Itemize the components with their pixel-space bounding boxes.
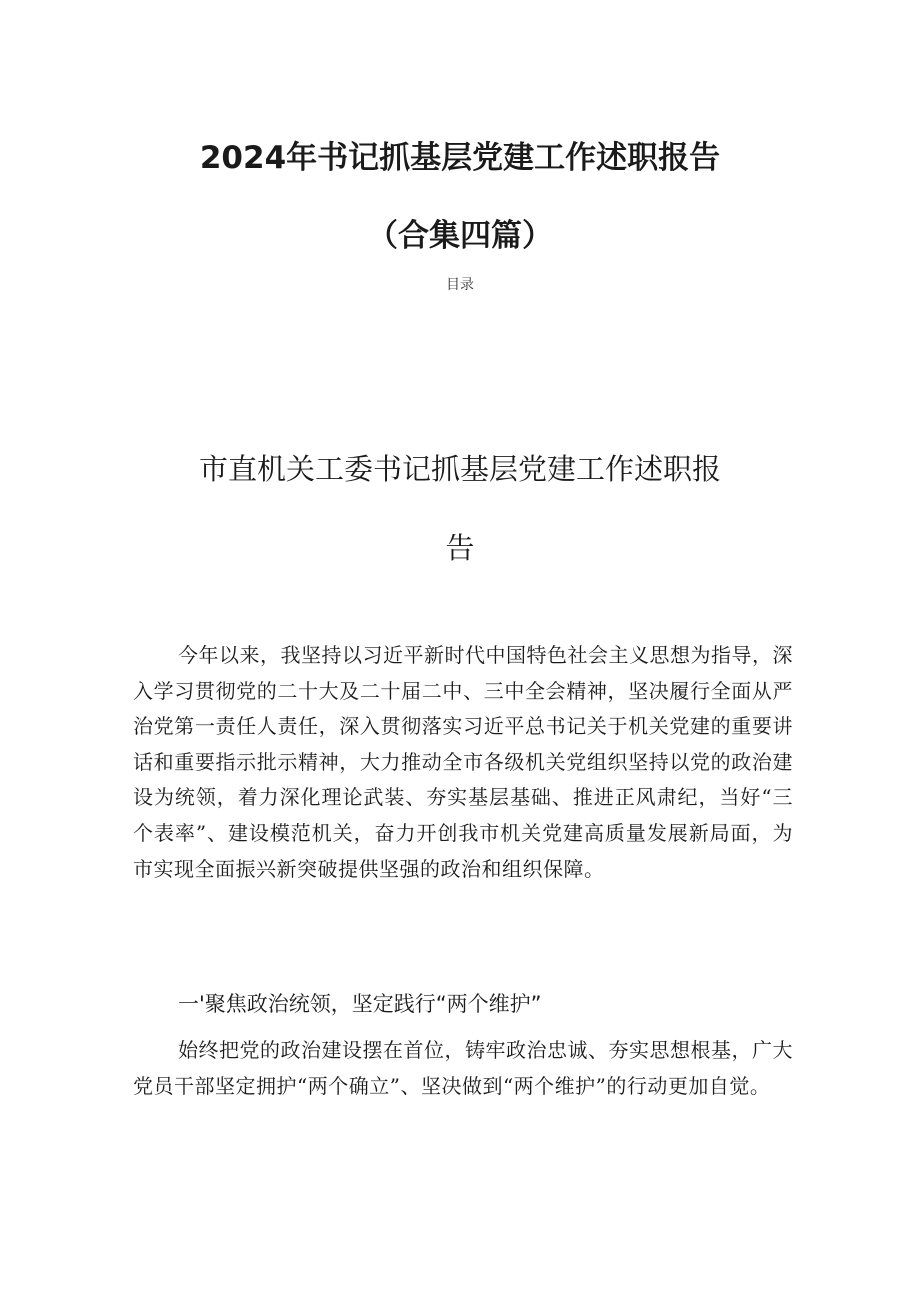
section-title-line-2: 告: [445, 531, 475, 565]
table-of-contents-label: 目录: [446, 277, 474, 293]
subheading-1: 一'聚焦政治统领，坚定践行“两个维护”: [178, 992, 542, 1016]
body-paragraph-2: 始终把党的政治建设摆在首位，铸牢政治忠诚、夯实思想根基，广大党员干部坚定拥护“两个确立”、坚决做到“两个维护”的行动更加自觉。: [133, 1038, 793, 1098]
section-title-line-1: 市直机关工委书记抓基层党建工作述职报: [198, 452, 721, 486]
document-title-line-1: 2024年书记抓基层党建工作述职报告: [199, 140, 721, 176]
body-paragraph-intro: 今年以来，我坚持以习近平新时代中国特色社会主义思想为指导，深入学习贯彻党的二十大及二十届二中、三中全会精神，坚决履行全面从严治党第一责任人责任，深入贯彻落实习近平总书记关于机关党建的重要讲话和重要指示批示精神，大力推动全市各级机关党组织坚持以党的政治建设为统领，着力深化理论武装、夯实基层基础、推进正风肃纪，当好“三个表率”、建设模范机关，奋力开创我市机关党建高质量发展新局面，为市实现全面振兴新突破提供坚强的政治和组织保障。: [133, 643, 793, 881]
document-title-line-2: （合集四篇）: [367, 218, 553, 254]
